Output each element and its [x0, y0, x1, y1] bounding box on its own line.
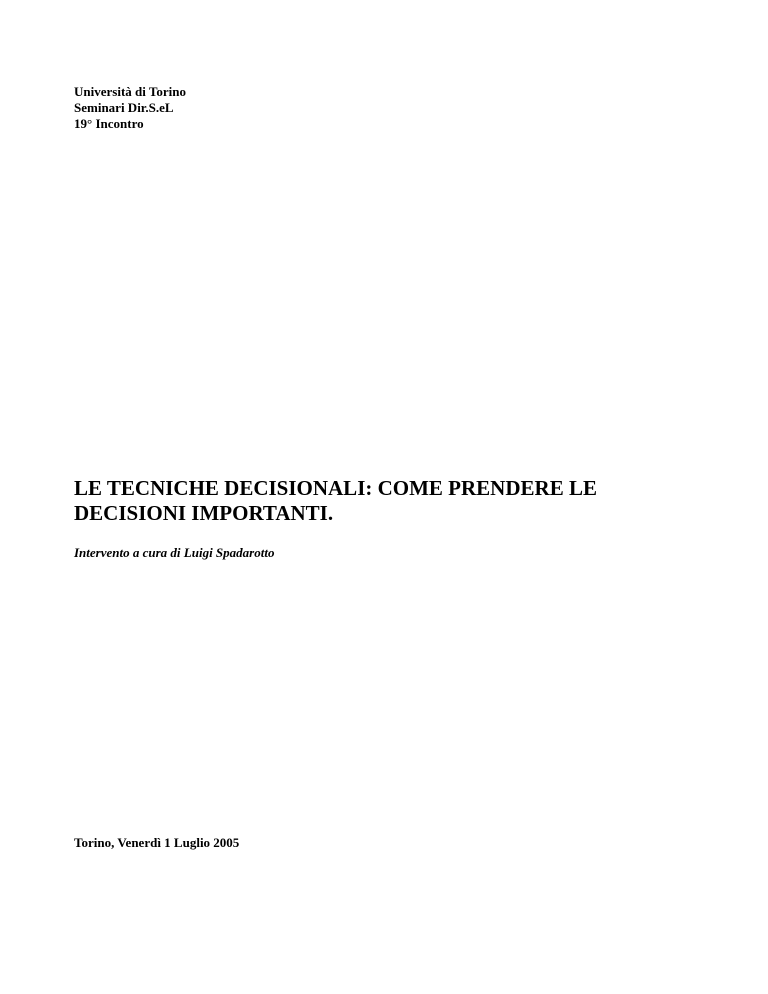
seminar-name: Seminari Dir.S.eL — [74, 100, 174, 115]
title-line-2: DECISIONI IMPORTANTI. — [74, 501, 334, 525]
title-line-1: LE TECNICHE DECISIONALI: COME PRENDERE LE — [74, 476, 597, 500]
header-block — [74, 84, 186, 132]
document-title — [74, 476, 714, 526]
author-subtitle: Intervento a cura di Luigi Spadarotto — [74, 545, 275, 560]
meeting-number: 19° Incontro — [74, 116, 144, 131]
place-and-date: Torino, Venerdì 1 Luglio 2005 — [74, 835, 240, 850]
university-name: Università di Torino — [74, 84, 186, 99]
